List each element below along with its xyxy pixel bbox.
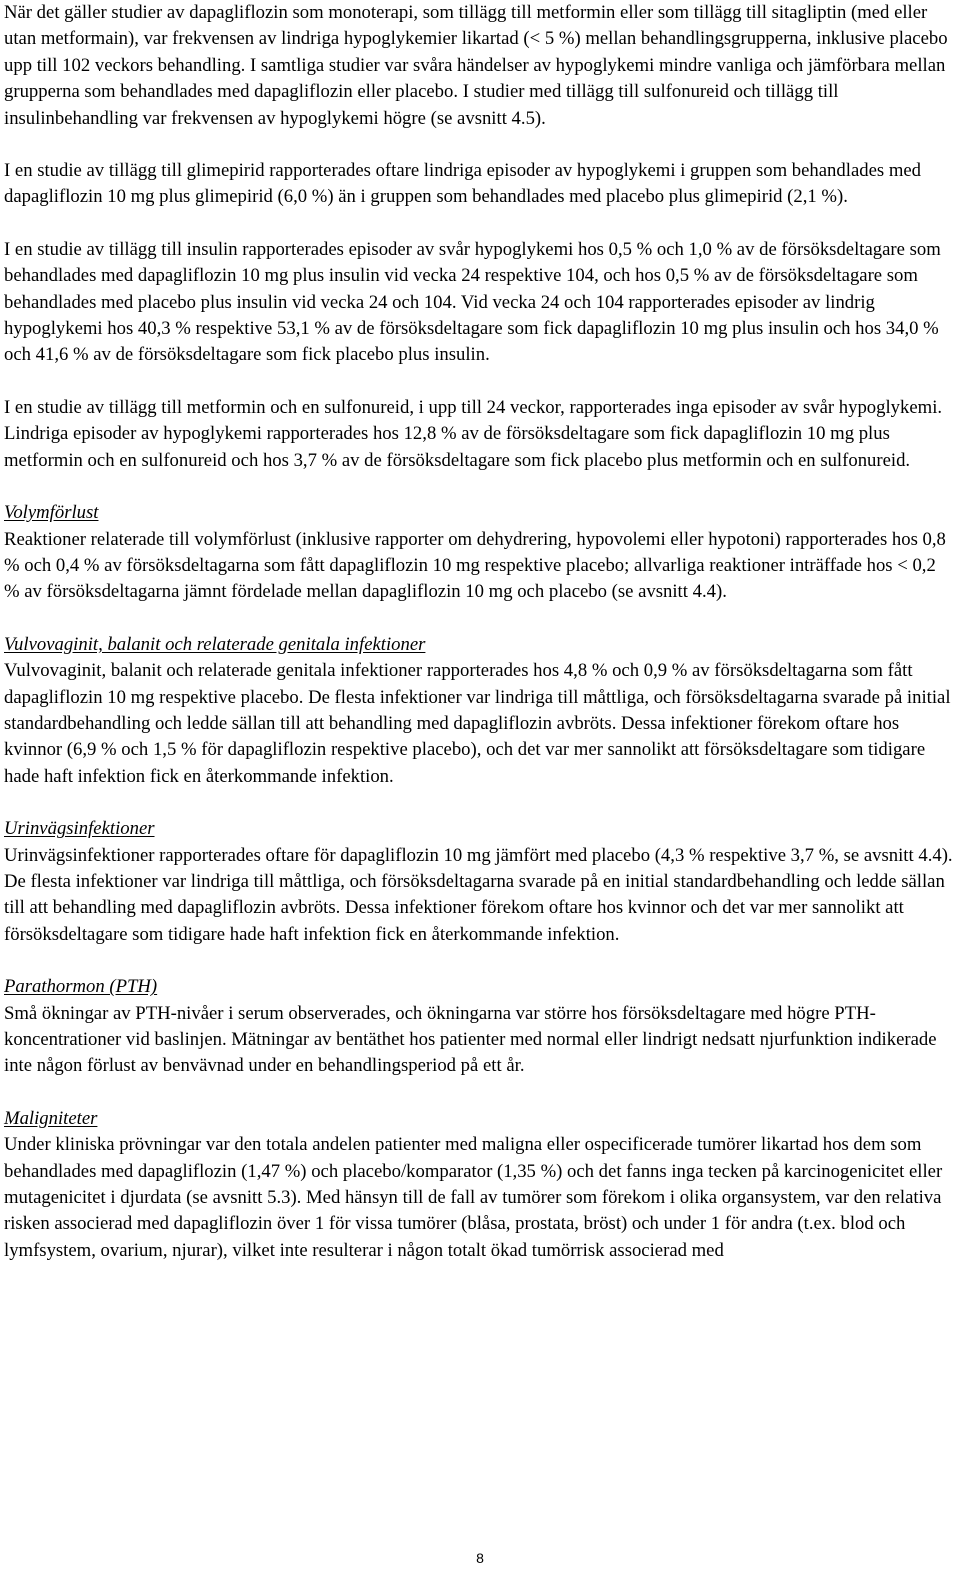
- document-page: [4, 0, 954, 1264]
- section-body: Små ökningar av PTH-nivåer i serum observerades, och ökningarna var större hos försöksdeltagare med högre PTH-koncentrationer vid baslinjen. Mätningar av bentäthet hos patienter med normal eller lindrigt nedsatt njurfunktion indikerade inte någon förlust av benvävnad under en behandlingsperiod på ett år.: [4, 1002, 937, 1077]
- section-urinvagsinfektioner: [4, 816, 954, 948]
- section-maligniteter: [4, 1106, 954, 1264]
- section-body: Reaktioner relaterade till volymförlust (inklusive rapporter om dehydrering, hypovolemi eller hypotoni) rapporterades hos 0,8 % och 0,4 % av försöksdeltagarna som fått dapagliflozin 10 mg respektive placebo; allvarliga reaktioner inträffade hos < 0,2 % av försöksdeltagarna jämnt fördelade mellan dapagliflozin 10 mg och placebo (se avsnitt 4.4).: [4, 528, 946, 603]
- page-number: 8: [476, 1550, 484, 1566]
- section-body: Under kliniska prövningar var den totala andelen patienter med maligna eller ospecificerade tumörer likartad hos dem som behandlades med dapagliflozin (1,47 %) och placebo/komparator (1,35 %) och det fanns inga tecken på karcinogenicitet eller mutagenicitet i djurdata (se avsnitt 5.3). Med hänsyn till de fall av tumörer som förekom i olika organsystem, var den relativa risken associerad med dapagliflozin över 1 för vissa tumörer (blåsa, prostata, bröst) och under 1 för andra (t.ex. blod och lymfsystem, ovarium, njurar), vilket inte resulterar i någon totalt ökad tumörrisk associerad med: [4, 1134, 943, 1261]
- paragraph-insulin: I en studie av tillägg till insulin rapporterades episoder av svår hypoglykemi hos 0,5 % och 1,0 % av de försöksdeltagare som behandlades med dapagliflozin 10 mg plus insulin vid vecka 24 respektive 104, och hos 0,5 % av de försöksdeltagare som behandlades med placebo plus insulin vid vecka 24 och 104. Vid vecka 24 och 104 rapporterades episoder av lindrig hypoglykemi hos 40,3 % respektive 53,1 % av de försöksdeltagare som fick dapagliflozin 10 mg plus insulin och hos 34,0 % och 41,6 % av de försöksdeltagare som fick placebo plus insulin.: [4, 238, 941, 366]
- section-heading: Urinvägsinfektioner: [4, 818, 155, 840]
- section-body: Vulvovaginit, balanit och relaterade genitala infektioner rapporterades hos 4,8 % och 0,9 % av försöksdeltagarna som fått dapagliflozin 10 mg respektive placebo. De flesta infektioner var lindriga till måttliga, och försöksdeltagarna svarade på initial standardbehandling och ledde sällan till att behandling med dapagliflozin avbröts. Dessa infektioner förekom oftare hos kvinnor (6,9 % och 1,5 % för dapagliflozin respektive placebo), och det var mer sannolikt att försöksdeltagare som tidigare hade haft infektion fick en återkommande infektion.: [4, 660, 951, 787]
- section-heading: Vulvovaginit, balanit och relaterade genitala infektioner: [4, 633, 426, 655]
- paragraph-metformin-sulfonureid: I en studie av tillägg till metformin och en sulfonureid, i upp till 24 veckor, rapporterades inga episoder av svår hypoglykemi. Lindriga episoder av hypoglykemi rapporterades hos 12,8 % av de försöksdeltagare som fick dapagliflozin 10 mg plus metformin och en sulfonureid och hos 3,7 % av de försöksdeltagare som fick placebo plus metformin och en sulfonureid.: [4, 396, 943, 471]
- section-parathormon: [4, 974, 954, 1080]
- paragraph-glimepirid: I en studie av tillägg till glimepirid rapporterades oftare lindriga episoder av hypoglykemi i gruppen som behandlades med dapagliflozin 10 mg plus glimepirid (6,0 %) än i gruppen som behandlades med placebo plus glimepirid (2,1 %).: [4, 160, 921, 208]
- section-heading: Parathormon (PTH): [4, 976, 158, 998]
- section-heading: Maligniteter: [4, 1107, 98, 1129]
- section-heading: Volymförlust: [4, 502, 99, 524]
- section-volymforlust: [4, 500, 954, 606]
- section-genitala-infektioner: [4, 632, 954, 790]
- paragraph-hypoglykemi-monoterapi: När det gäller studier av dapagliflozin som monoterapi, som tillägg till metformin eller som tillägg till sitagliptin (med eller utan metformain), var frekvensen av lindriga hypoglykemier likartad (< 5 %) mellan behandlingsgrupperna, inklusive placebo upp till 102 veckors behandling. I samtliga studier var svåra händelser av hypoglykemi mindre vanliga och jämförbara mellan grupperna som behandlades med dapagliflozin eller placebo. I studier med tillägg till sulfonureid och tillägg till insulinbehandling var frekvensen av hypoglykemi högre (se avsnitt 4.5).: [4, 2, 948, 129]
- section-body: Urinvägsinfektioner rapporterades oftare för dapagliflozin 10 mg jämfört med placebo (4,3 % respektive 3,7 %, se avsnitt 4.4). De flesta infektioner var lindriga till måttliga, och försöksdeltagarna svarade på en initial standardbehandling och ledde sällan till att behandling med dapagliflozin avbröts. Dessa infektioner förekom oftare hos kvinnor och det var mer sannolikt att försöksdeltagare som tidigare hade haft infektion fick en återkommande infektion.: [4, 844, 953, 945]
